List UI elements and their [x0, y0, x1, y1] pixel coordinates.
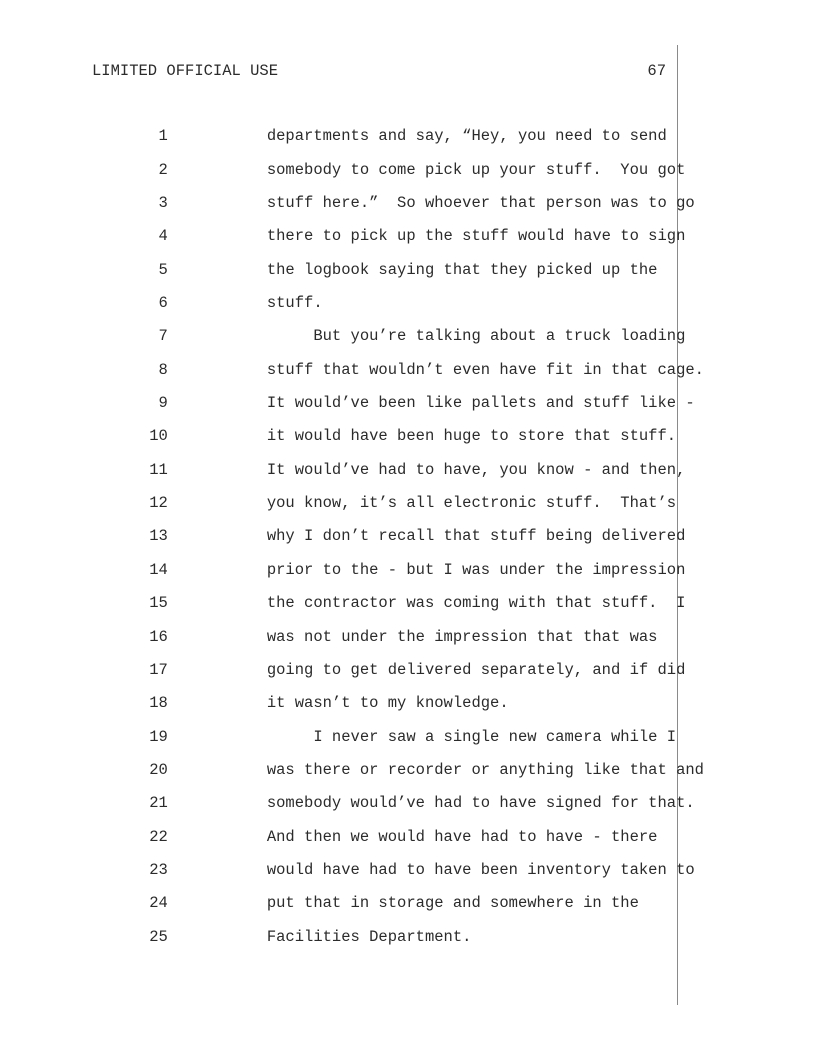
line-number: 13 — [149, 527, 168, 546]
page-number: 67 — [647, 62, 666, 80]
line-number: 2 — [158, 160, 168, 179]
line-text: it would have been huge to store that stuff. — [266, 427, 677, 446]
line-text: the logbook saying that they picked up the — [266, 260, 658, 279]
line-text: Facilities Department. — [266, 927, 472, 946]
line-text: stuff here.” So whoever that person was to go — [266, 194, 695, 213]
line-text: would have had to have been inventory taken to — [266, 860, 695, 879]
line-number: 6 — [158, 294, 168, 313]
line-text: It would’ve had to have, you know - and then, — [266, 460, 686, 479]
line-number: 17 — [149, 660, 168, 679]
line-number: 4 — [158, 227, 168, 246]
line-number: 25 — [149, 927, 168, 946]
line-text: why I don’t recall that stuff being delivered — [266, 527, 686, 546]
line-text: somebody to come pick up your stuff. You got — [266, 160, 686, 179]
line-text: there to pick up the stuff would have to sign — [266, 227, 686, 246]
line-text: was not under the impression that that was — [266, 627, 658, 646]
line-text: And then we would have had to have - there — [266, 827, 658, 846]
line-number: 15 — [149, 594, 168, 613]
line-number: 10 — [149, 427, 168, 446]
line-number: 16 — [149, 627, 168, 646]
line-number: 5 — [158, 260, 168, 279]
page-header — [92, 62, 666, 80]
line-text: it wasn’t to my knowledge. — [266, 694, 509, 713]
line-number: 18 — [149, 694, 168, 713]
line-number: 21 — [149, 794, 168, 813]
line-number: 9 — [158, 394, 168, 413]
line-number: 20 — [149, 760, 168, 779]
line-text: I never saw a single new camera while I — [266, 727, 677, 746]
line-text: But you’re talking about a truck loading — [266, 327, 686, 346]
line-text: stuff that wouldn’t even have fit in that cage. — [266, 360, 704, 379]
transcript-line — [0, 87, 677, 146]
line-number: 1 — [158, 127, 168, 146]
line-number: 22 — [149, 827, 168, 846]
line-number: 23 — [149, 860, 168, 879]
line-number: 19 — [149, 727, 168, 746]
classification-marking: LIMITED OFFICIAL USE — [92, 62, 279, 80]
line-number: 24 — [149, 894, 168, 913]
transcript-body — [0, 87, 704, 946]
line-text: somebody would’ve had to have signed for that. — [266, 794, 695, 813]
line-text: you know, it’s all electronic stuff. That’s — [266, 494, 677, 513]
line-text: departments and say, “Hey, you need to send — [266, 127, 667, 146]
line-number: 3 — [158, 194, 168, 213]
line-text: was there or recorder or anything like that and — [266, 760, 704, 779]
line-text: It would’ve been like pallets and stuff like - — [266, 394, 695, 413]
line-number: 7 — [158, 327, 168, 346]
line-number: 11 — [149, 460, 168, 479]
line-text: stuff. — [266, 294, 323, 313]
line-text: going to get delivered separately, and if did — [266, 660, 686, 679]
line-text: prior to the - but I was under the impression — [266, 560, 686, 579]
line-number: 8 — [158, 360, 168, 379]
line-number: 14 — [149, 560, 168, 579]
line-number: 12 — [149, 494, 168, 513]
line-text: put that in storage and somewhere in the — [266, 894, 639, 913]
line-text: the contractor was coming with that stuff. I — [266, 594, 686, 613]
